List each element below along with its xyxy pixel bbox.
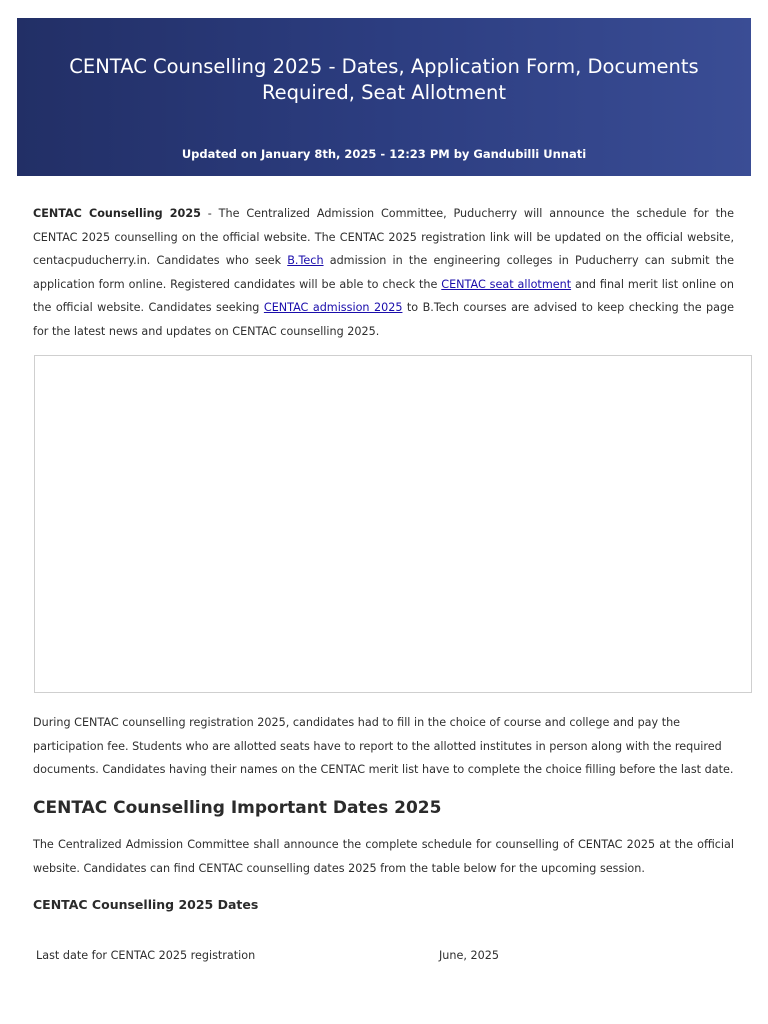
date-cell: June, 2025: [439, 949, 499, 962]
intro-section: [33, 202, 734, 344]
dates-subheading: CENTAC Counselling 2025 Dates: [33, 897, 259, 912]
intro-text-2: admission in the engineering colleges in Puducherry can submit the application form online. Registered candidates will be able to check the: [33, 254, 734, 291]
intro-paragraph: [33, 202, 734, 344]
event-cell: Last date for CENTAC 2025 registration: [36, 949, 256, 962]
page-title: CENTAC Counselling 2025 - Dates, Application Form, Documents Required, Seat Allotment: [69, 55, 699, 104]
btech-link[interactable]: B.Tech: [287, 254, 324, 268]
dates-heading: CENTAC Counselling Important Dates 2025: [33, 798, 442, 818]
registration-paragraph: During CENTAC counselling registration 2025, candidates had to fill in the choice of course and college and pay the participation fee. Students who are allotted seats have to report to the allotted institutes in person along with the required documents. Candidates having their names on the CENTAC merit list have to complete the choice filling before the last date.: [33, 716, 734, 777]
centac-admission-link[interactable]: CENTAC admission 2025: [263, 301, 403, 315]
updated-byline: Updated on January 8th, 2025 - 12:23 PM by Gandubilli Unnati: [181, 147, 587, 161]
intro-text-3: and final merit list online on the official website. Candidates seeking: [33, 277, 734, 315]
seat-allotment-link[interactable]: CENTAC seat allotment: [441, 277, 572, 291]
table-row: [36, 946, 736, 966]
intro-lead: CENTAC Counselling 2025: [33, 207, 201, 220]
registration-section: [33, 711, 734, 782]
article-header: [17, 18, 751, 176]
dates-intro-paragraph: The Centralized Admission Committee shall announce the complete schedule for counselling of CENTAC 2025 at the official website. Candidates can find CENTAC counselling dates 2025 from the table below for the upcoming session.: [33, 838, 734, 875]
intro-text-1: - The Centralized Admission Committee, Puducherry will announce the schedule for the CENTAC 2025 counselling on the official website. The CENTAC 2025 registration link will be updated on the official website, centacpuducherry.in. Candidates who seek: [33, 207, 734, 268]
intro-text-4: to B.Tech courses are advised to keep checking the page for the latest news and updates on CENTAC counselling 2025.: [33, 301, 735, 338]
embedded-frame: [34, 355, 752, 693]
dates-intro-section: [33, 833, 734, 880]
